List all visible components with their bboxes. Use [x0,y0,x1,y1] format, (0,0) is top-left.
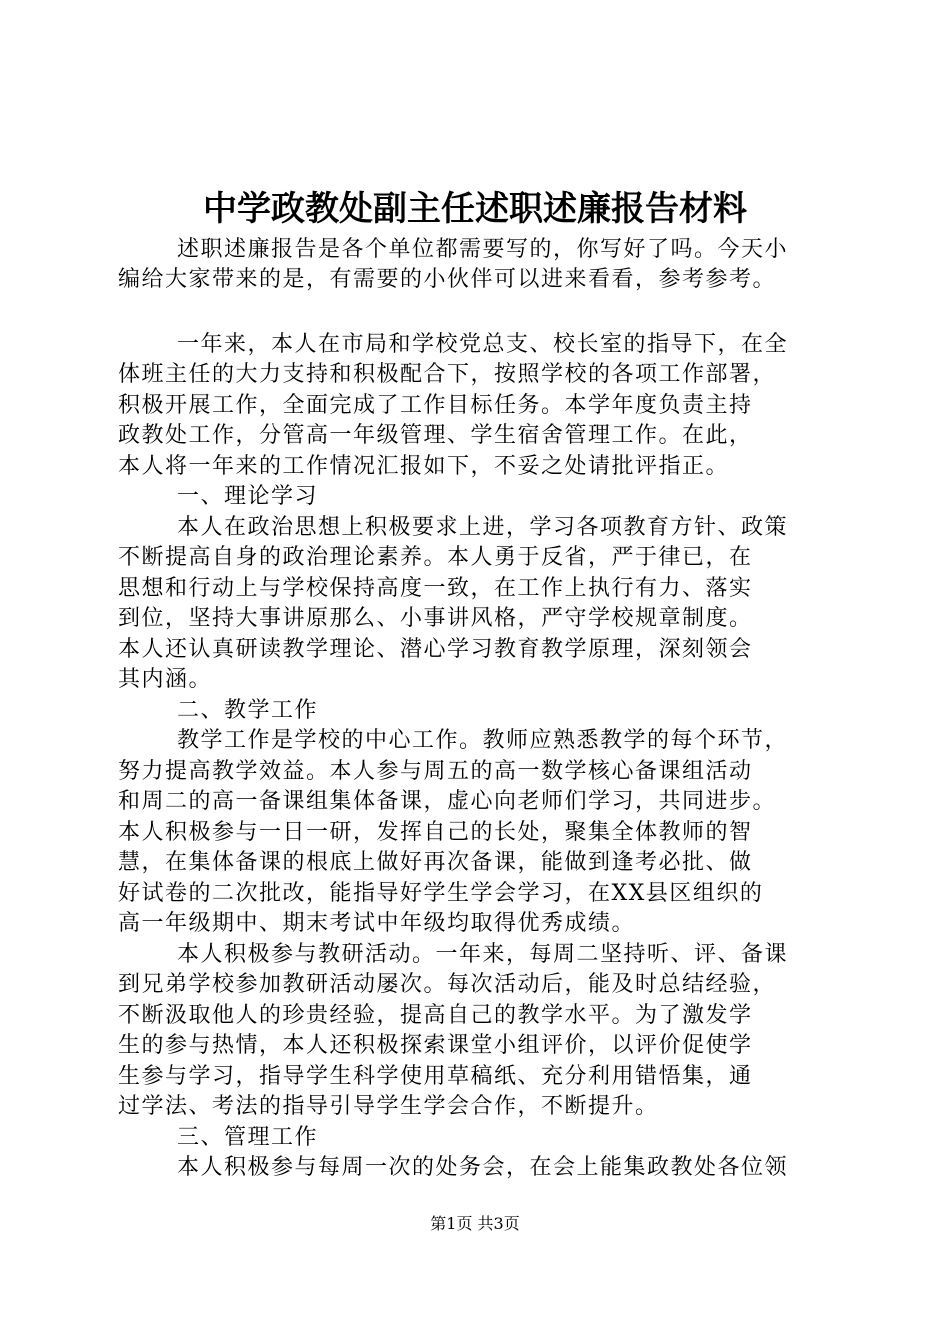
body-line: 到兄弟学校参加教研活动屡次。每次活动后，能及时总结经验， [118,972,777,997]
body-line: 高一年级期中、期末考试中年级均取得优秀成绩。 [118,911,636,936]
body-line: 本人积极参与每周一次的处务会，在会上能集政教处各位领 [177,1155,789,1180]
body-line: 本人积极参与教研活动。一年来，每周二坚持听、评、备课 [177,942,789,967]
body-line: 编给大家带来的是，有需要的小伙伴可以进来看看，参考参考。 [118,267,777,292]
body-line: 一年来，本人在市局和学校党总支、校长室的指导下，在全 [177,332,789,357]
body-line: 努力提高教学效益。本人参与周五的高一数学核心备课组活动 [118,759,753,784]
body-line: 生的参与热情，本人还积极探索课堂小组评价，以评价促使学 [118,1033,753,1058]
body-line: 慧，在集体备课的根底上做好再次备课，能做到逢考必批、做 [118,850,753,875]
body-line: 积极开展工作，全面完成了工作目标任务。本学年度负责主持 [118,393,753,418]
body-line: 不断汲取他人的珍贵经验，提高自己的教学水平。为了激发学 [118,1003,753,1028]
page-title: 中学政教处副主任述职述廉报告材料 [203,189,747,229]
body-line: 本人积极参与一日一研，发挥自己的长处，聚集全体教师的智 [118,820,753,845]
body-line: 生参与学习，指导学生科学使用草稿纸、充分利用错悟集，通 [118,1064,753,1089]
section-heading: 一、理论学习 [177,484,319,509]
body-line: 教学工作是学校的中心工作。教师应熟悉教学的每个环节， [177,728,789,753]
body-line: 其内涵。 [118,667,213,692]
body-line: 政教处工作，分管高一年级管理、学生宿舍管理工作。在此， [118,423,753,448]
body-line: 本人在政治思想上积极要求上进，学习各项教育方针、政策 [177,515,789,540]
section-heading: 二、教学工作 [177,698,319,723]
body-line: 思想和行动上与学校保持高度一致，在工作上执行有力、落实 [118,576,753,601]
body-line: 不断提高自身的政治理论素养。本人勇于反省，严于律已，在 [118,545,753,570]
body-line: 和周二的高一备课组集体备课，虚心向老师们学习，共同进步。 [118,789,777,814]
body-line: 过学法、考法的指导引导学生学会合作，不断提升。 [118,1094,659,1119]
body-line: 本人将一年来的工作情况汇报如下，不妥之处请批评指正。 [118,454,730,479]
body-line: 述职述廉报告是各个单位都需要写的，你写好了吗。今天小 [177,237,789,262]
section-heading: 三、管理工作 [177,1125,319,1150]
body-line: 本人还认真研读教学理论、潜心学习教育教学原理，深刻领会 [118,637,753,662]
body-line: 到位，坚持大事讲原那么、小事讲风格，严守学校规章制度。 [118,606,753,631]
body-line: 体班主任的大力支持和积极配合下，按照学校的各项工作部署， [118,362,777,387]
page-indicator: 第1页 共3页 [430,1214,520,1233]
body-line: 好试卷的二次批改，能指导好学生学会学习，在XX县区组织的 [118,881,764,906]
